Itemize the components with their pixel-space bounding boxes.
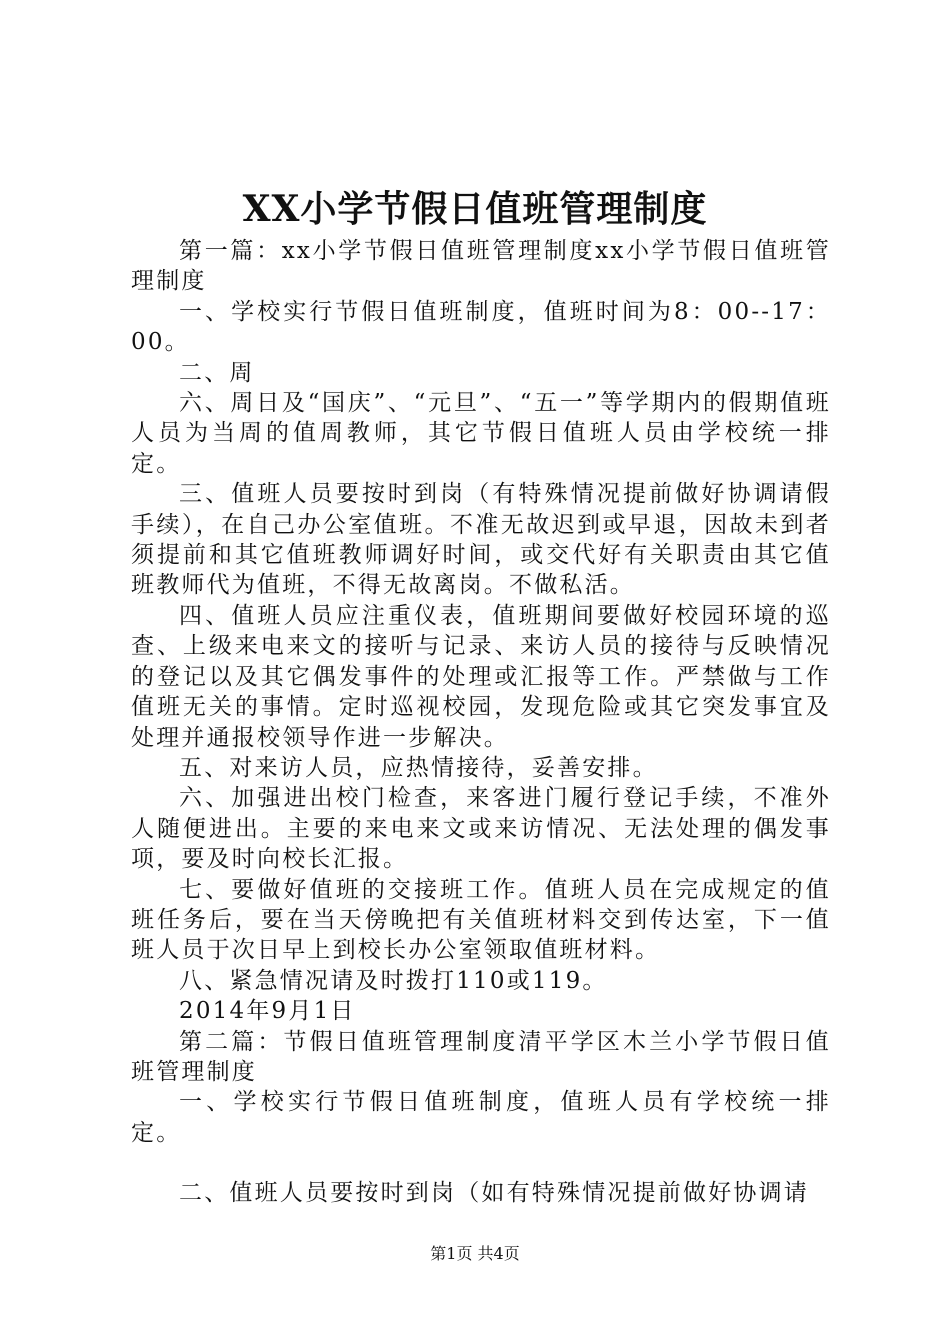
paragraph: 一、学校实行节假日值班制度，值班时间为8：00--17：00。: [131, 298, 831, 356]
paragraph: 二、周: [179, 359, 255, 386]
paragraph: 五、对来访人员，应热情接待，妥善安排。: [179, 754, 658, 781]
date-line: 2014年9月1日: [179, 998, 356, 1025]
paragraph: 六、加强进出校门检查，来客进门履行登记手续，不准外人随便进出。主要的来电来文或来访情况、无法处理的偶发事项，要及时向校长汇报。: [131, 785, 831, 873]
paragraph: 第一篇：xx小学节假日值班管理制度xx小学节假日值班管理制度: [131, 238, 831, 295]
paragraph: 二、值班人员要按时到岗（如有特殊情况提前做好协调请: [179, 1180, 809, 1207]
paragraph: 四、值班人员应注重仪表，值班期间要做好校园环境的巡查、上级来电来文的接听与记录、来访人员的接待与反映情况的登记以及其它偶发事件的处理或汇报等工作。严禁做与工作值班无关的事情。定时巡视校园，发现危险或其它突发事宜及处理并通报校领导作进一步解决。: [131, 602, 831, 751]
document-body: [131, 236, 831, 1209]
paragraph: 六、周日及“国庆”、“元旦”、“五一”等学期内的假期值班人员为当周的值周教师，其它节假日值班人员由学校统一排定。: [131, 390, 831, 477]
paragraph: 八、紧急情况请及时拨打110或119。: [179, 967, 608, 994]
paragraph: 一、学校实行节假日值班制度，值班人员有学校统一排定。: [131, 1089, 831, 1146]
paragraph: 七、要做好值班的交接班工作。值班人员在完成规定的值班任务后，要在当天傍晚把有关值班材料交到传达室，下一值班人员于次日早上到校长办公室领取值班材料。: [131, 876, 831, 964]
document-title: XX小学节假日值班管理制度: [242, 188, 708, 230]
page-footer: 第1页 共4页: [430, 1244, 520, 1263]
paragraph: 三、值班人员要按时到岗（有特殊情况提前做好协调请假手续），在自己办公室值班。不准无故迟到或早退，因故未到者须提前和其它值班教师调好时间，或交代好有关职责由其它值班教师代为值班，不得无故离岗。不做私活。: [131, 481, 831, 599]
paragraph: 第二篇：节假日值班管理制度清平学区木兰小学节假日值班管理制度: [131, 1028, 831, 1085]
